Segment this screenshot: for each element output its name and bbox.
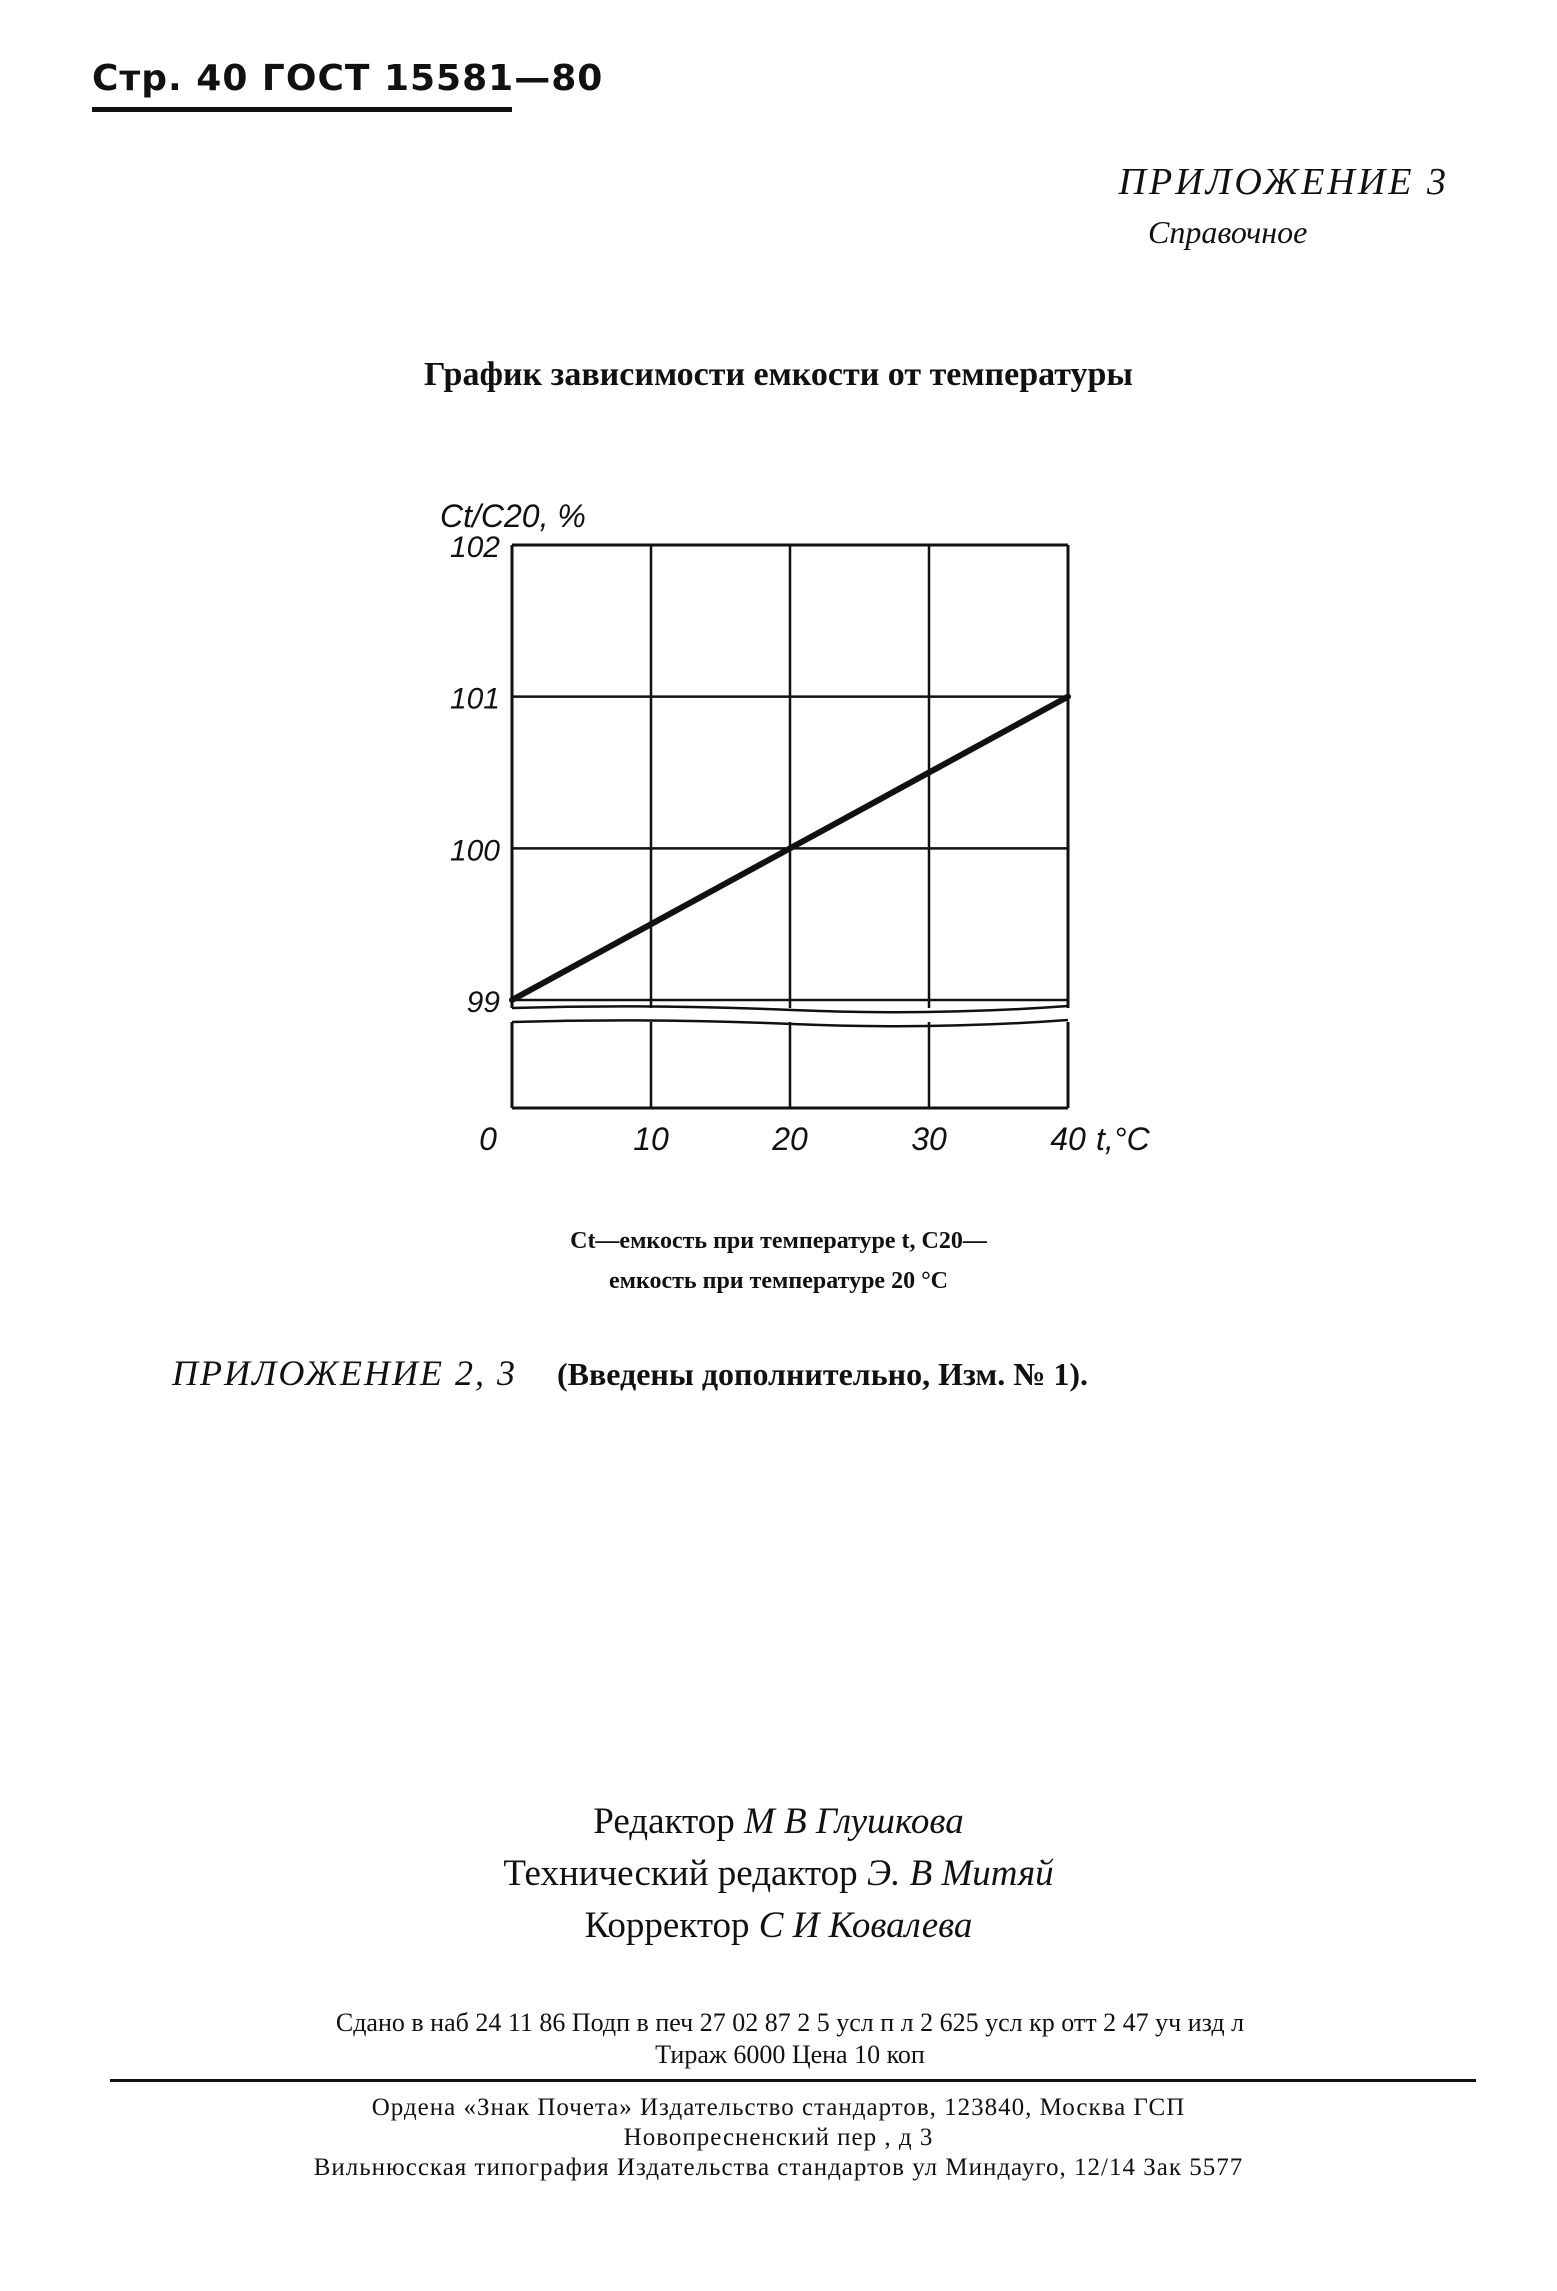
y-tick-label: 99 bbox=[466, 986, 500, 1019]
x-axis-label: t,°C bbox=[1096, 1121, 1150, 1157]
amendment-note bbox=[172, 1352, 1088, 1394]
caption-line-2: емкость при температуре 20 °С bbox=[608, 1268, 949, 1294]
amendment-label: ПРИЛОЖЕНИЕ 2, 3 bbox=[172, 1353, 517, 1393]
imprint-line-1: Сдано в наб 24 11 86 Подп в печ 27 02 87 2 5 усл п л 2 625 усл кр отт 2 47 уч изд л bbox=[335, 2008, 1245, 2037]
credit-proofreader bbox=[0, 1904, 1557, 1947]
page-header: Стр. 40 ГОСТ 15581—80 bbox=[92, 58, 604, 99]
credit-editor bbox=[0, 1800, 1557, 1843]
y-tick-label: 100 bbox=[449, 834, 500, 868]
x-tick-label: 10 bbox=[633, 1121, 669, 1157]
credit-name: М В Глушкова bbox=[743, 1801, 964, 1842]
publisher-line-1: Ордена «Знак Почета» Издательство стандартов, 123840, Москва ГСП bbox=[371, 2094, 1186, 2121]
header-rule bbox=[92, 107, 512, 112]
x-tick-label: 40 bbox=[1050, 1121, 1086, 1157]
x-tick-label: 30 bbox=[911, 1121, 947, 1157]
credit-role: Технический редактор bbox=[503, 1853, 858, 1894]
credit-role: Корректор bbox=[584, 1905, 750, 1946]
publisher-line-2: Новопресненский пер , д 3 bbox=[623, 2124, 934, 2151]
credit-name: Э. В Митяй bbox=[866, 1853, 1054, 1894]
y-axis-label: Ct/C20, % bbox=[440, 498, 586, 534]
x-tick-label: 0 bbox=[479, 1121, 497, 1157]
publisher-line-3: Вильнюсская типография Издательства стандартов ул Миндауго, 12/14 Зак 5577 bbox=[313, 2154, 1244, 2181]
imprint-rule bbox=[110, 2079, 1476, 2082]
chart bbox=[0, 470, 1557, 1190]
credit-tech-editor bbox=[0, 1852, 1557, 1895]
amendment-text: (Введены дополнительно, Изм. № 1). bbox=[556, 1356, 1088, 1392]
imprint-line-2: Тираж 6000 Цена 10 коп bbox=[655, 2040, 925, 2069]
credit-role: Редактор bbox=[593, 1801, 735, 1842]
credit-name: С И Ковалева bbox=[758, 1905, 973, 1946]
y-tick-label: 101 bbox=[449, 682, 500, 716]
y-tick-label: 102 bbox=[449, 531, 500, 564]
appendix-title: ПРИЛОЖЕНИЕ 3 bbox=[1118, 161, 1449, 203]
chart-title: График зависимости емкости от температуры bbox=[424, 356, 1133, 393]
x-tick-label: 20 bbox=[772, 1121, 808, 1157]
caption-line-1: Ct—емкость при температуре t, C20— bbox=[570, 1228, 987, 1254]
appendix-subtitle: Справочное bbox=[1148, 214, 1308, 250]
